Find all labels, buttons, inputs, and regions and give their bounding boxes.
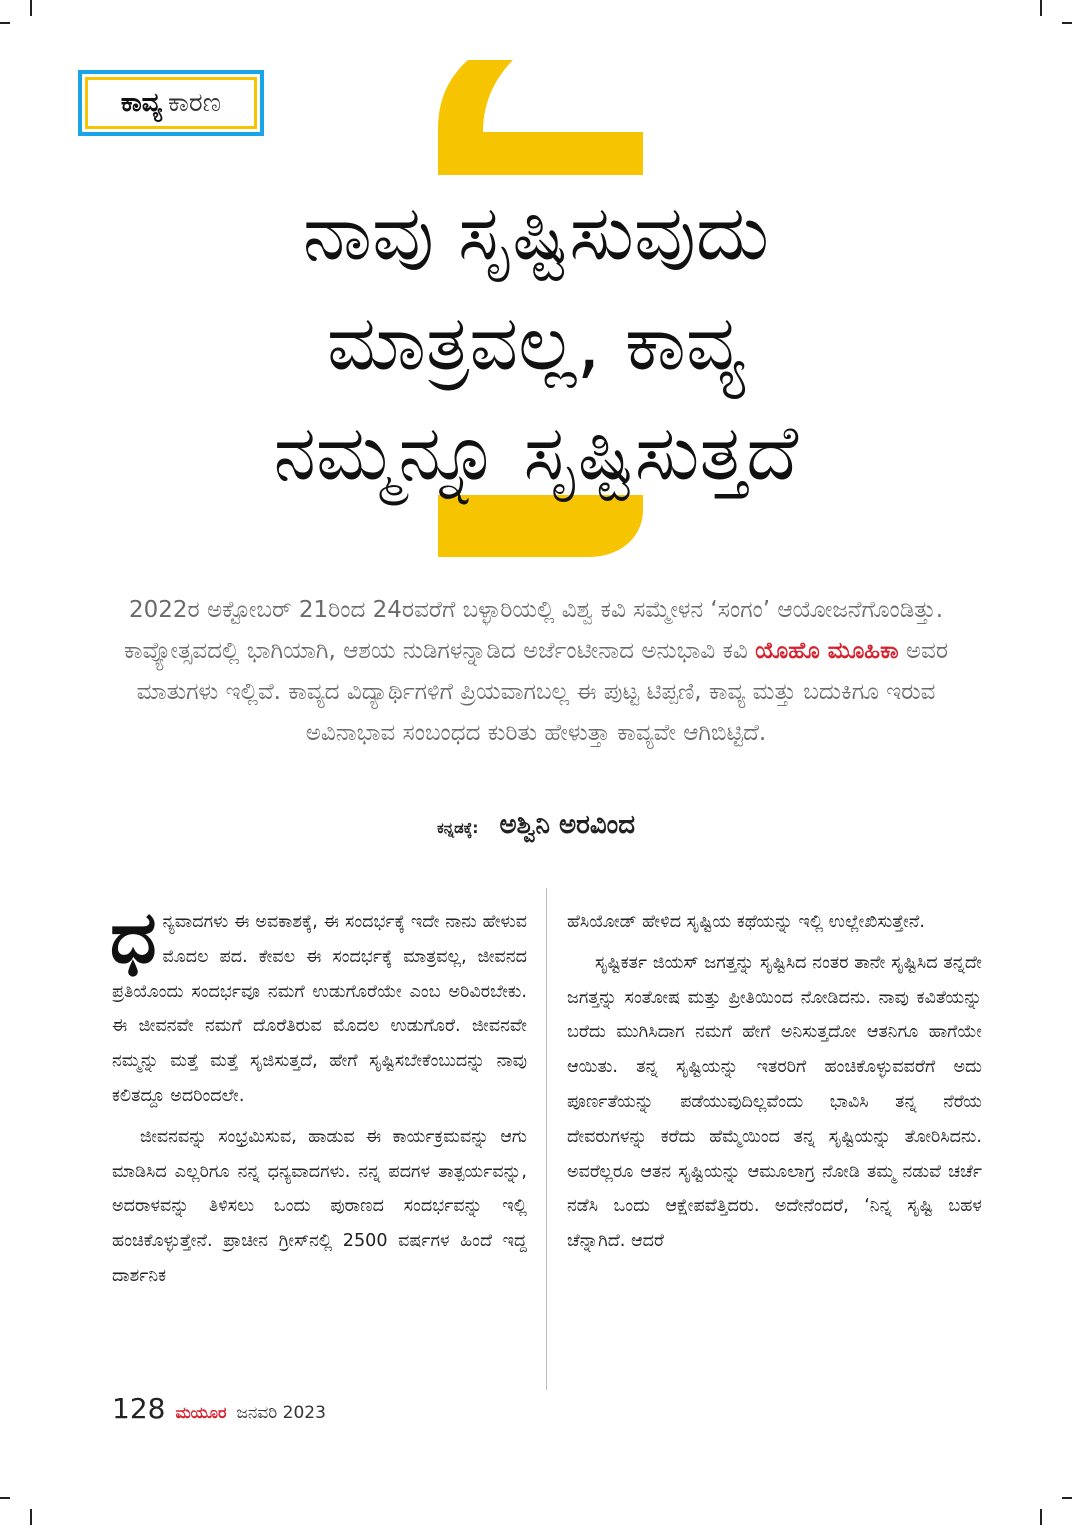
crop-mark <box>0 1497 10 1499</box>
body-paragraph: ಜೀವನವನ್ನು ಸಂಭ್ರಮಿಸುವ, ಹಾಡುವ ಈ ಕಾರ್ಯಕ್ರಮವನ್ನು ಆಗು ಮಾಡಿಸಿದ ಎಲ್ಲರಿಗೂ ನನ್ನ ಧನ್ಯವಾದಗಳು. ನನ್ನ ಪದಗಳ ತಾತ್ಪರ್ಯವನ್ನು, ಅದರಾಳವನ್ನು ತಿಳಿಸಲು ಒಂದು ಪುರಾಣದ ಸಂದರ್ಭವನ್ನು ಇಲ್ಲಿ ಹಂಚಿಕೊಳ್ಳುತ್ತೇನೆ. ಪ್ರಾಚೀನ ಗ್ರೀಸ್‌ನಲ್ಲಿ 2500 ವರ್ಷಗಳ ಹಿಂದೆ ಇದ್ದ ದಾರ್ಶನಿಕ <box>112 1126 527 1286</box>
body-paragraph: ಹೆಸಿಯೋಡ್ ಹೇಳಿದ ಸೃಷ್ಟಿಯ ಕಥೆಯನ್ನು ಇಲ್ಲಿ ಉಲ್ಲೇಖಿಸುತ್ತೇನೆ. <box>567 912 925 932</box>
byline-label: ಕನ್ನಡಕ್ಕೆ: <box>436 819 479 837</box>
crop-mark <box>0 22 10 24</box>
crop-mark <box>30 1509 32 1525</box>
body-paragraph: ಸೃಷ್ಟಿಕರ್ತ ಜಿಯಸ್ ಜಗತ್ತನ್ನು ಸೃಷ್ಟಿಸಿದ ನಂತರ ತಾನೇ ಸೃಷ್ಟಿಸಿದ ತನ್ನದೇ ಜಗತ್ತನ್ನು ಸಂತೋಷ ಮತ್ತು ಪ್ರೀತಿಯಿಂದ ನೋಡಿದನು. ನಾವು ಕವಿತೆಯನ್ನು ಬರೆದು ಮುಗಿಸಿದಾಗ ನಮಗೆ ಹೇಗೆ ಅನಿಸುತ್ತದೋ ಆತನಿಗೂ ಹಾಗೆಯೇ ಆಯಿತು. ತನ್ನ ಸೃಷ್ಟಿಯನ್ನು ಇತರರಿಗೆ ಹಂಚಿಕೊಳ್ಳುವವರೆಗೆ ಅದು ಪೂರ್ಣತೆಯನ್ನು ಪಡೆಯುವುದಿಲ್ಲವೆಂದು ಭಾವಿಸಿ ತನ್ನ ನೆರೆಯ ದೇವರುಗಳನ್ನು ಕರೆದು ಹೆಮ್ಮೆಯಿಂದ ತನ್ನ ಸೃಷ್ಟಿಯನ್ನು ತೋರಿಸಿದನು. ಅವರೆಲ್ಲರೂ ಆತನ ಸೃಷ್ಟಿಯನ್ನು ಆಮೂಲಾಗ್ರ ನೋಡಿ ತಮ್ಮ ನಡುವೆ ಚರ್ಚೆ ನಡೆಸಿ ಒಂದು ಆಕ್ಷೇಪವೆತ್ತಿದರು. ಅದೇನೆಂದರೆ, ‘ನಿನ್ನ ಸೃಷ್ಟಿ ಬಹಳ ಚೆನ್ನಾಗಿದೆ. ಆದರೆ <box>567 952 982 1252</box>
body-text: ನ್ಯವಾದಗಳು ಈ ಅವಕಾಶಕ್ಕೆ, ಈ ಸಂದರ್ಭಕ್ಕೆ ಇದೇ ನಾನು ಹೇಳುವ ಮೊದಲ ಪದ. ಕೇವಲ ಈ ಸಂದರ್ಭಕ್ಕೆ ಮಾತ್ರವಲ್ಲ, ಜೀವನದ ಪ್ರತಿಯೊಂದು ಸಂದರ್ಭವೂ ನಮಗೆ ಉಡುಗೊರೆಯೇ ಎಂಬ ಅರಿವಿರಬೇಕು. ಈ ಜೀವನವೇ ನಮಗೆ ದೊರೆತಿರುವ ಮೊದಲ ಉಡುಗೊರೆ. ಜೀವನವೇ ನಮ್ಮನ್ನು ಮತ್ತೆ ಮತ್ತೆ ಸೃಜಿಸುತ್ತದೆ, ಹೇಗೆ ಸೃಷ್ಟಿಸಬೇಕೆಂಬುದನ್ನು ನಾವು ಕಲಿತದ್ದೂ ಅದರಿಂದಲೇ. <box>112 912 527 1106</box>
section-tag-word1: ಕಾವ್ಯ <box>120 87 163 118</box>
drop-cap: ಧ <box>110 895 157 979</box>
byline-name: ಅಶ್ವಿನಿ ಅರವಿಂದ <box>499 810 636 840</box>
intro-text: ಅವರ ಮಾತುಗಳು ಇಲ್ಲಿವೆ. ಕಾವ್ಯದ ವಿದ್ಯಾರ್ಥಿಗಳಿಗೆ ಪ್ರಿಯವಾಗಬಲ್ಲ ಈ ಪುಟ್ಟ ಟಿಪ್ಪಣಿ, ಕಾವ್ಯ ಮತ್ತು ಬದುಕಿಗೂ ಇರುವ ಅವಿನಾಭಾವ ಸಂಬಂಧದ ಕುರಿತು ಹೇಳುತ್ತಾ ಕಾವ್ಯವೇ ಆಗಿಬಿಟ್ಟಿದೆ. <box>136 638 948 746</box>
headline-line: ಮಾತ್ರವಲ್ಲ, ಕಾವ್ಯ <box>326 298 746 387</box>
body-column-left <box>110 895 527 1294</box>
crop-mark <box>1062 1497 1072 1499</box>
intro-text: 2022ರ ಅಕ್ಟೋಬರ್ 21ರಿಂದ 24ರವರೆಗೆ ಬಳ್ಳಾರಿಯಲ್ಲಿ ವಿಶ್ವ ಕವಿ ಸಮ್ಮೇಳನ ‘ಸಂಗಂ’ ಆಯೋಜನೆಗೊಂಡಿತ್ತು. ಕಾವ್ಯೋತ್ಸವದಲ್ಲಿ ಭಾಗಿಯಾಗಿ, ಆಶಯ ನುಡಿಗಳನ್ನಾಡಿದ ಅರ್ಜೆಂಟೀನಾದ ಅನುಭಾವಿ ಕವಿ <box>124 597 943 664</box>
headline <box>100 178 972 508</box>
crop-mark <box>30 0 32 16</box>
issue-date: ಜನವರಿ 2023 <box>236 1403 326 1423</box>
intro-paragraph <box>110 590 962 754</box>
body-paragraph <box>110 895 527 1114</box>
page-number: 128 <box>112 1392 166 1425</box>
crop-mark <box>1040 1509 1042 1525</box>
section-tag-inner <box>85 77 257 129</box>
magazine-logo: ಮಯೂರ <box>175 1403 227 1422</box>
section-tag <box>78 70 264 136</box>
headline-line: ನಾವು ಸೃಷ್ಟಿಸುವುದು <box>302 188 770 277</box>
column-divider <box>546 888 547 1390</box>
section-tag-word2: ಕಾರಣ <box>168 87 222 118</box>
quote-mark-top-icon <box>438 60 643 175</box>
crop-mark <box>1040 0 1042 16</box>
headline-line: ನಮ್ಮನ್ನೂ ಸೃಷ್ಟಿಸುತ್ತದೆ <box>273 408 799 497</box>
intro-poet-name: ಯೊಹೊ ಮೂಹಿಕಾ <box>755 638 899 664</box>
page-footer <box>112 1392 326 1425</box>
crop-mark <box>1062 22 1072 24</box>
body-column-right <box>567 905 982 1259</box>
byline <box>0 810 1072 841</box>
